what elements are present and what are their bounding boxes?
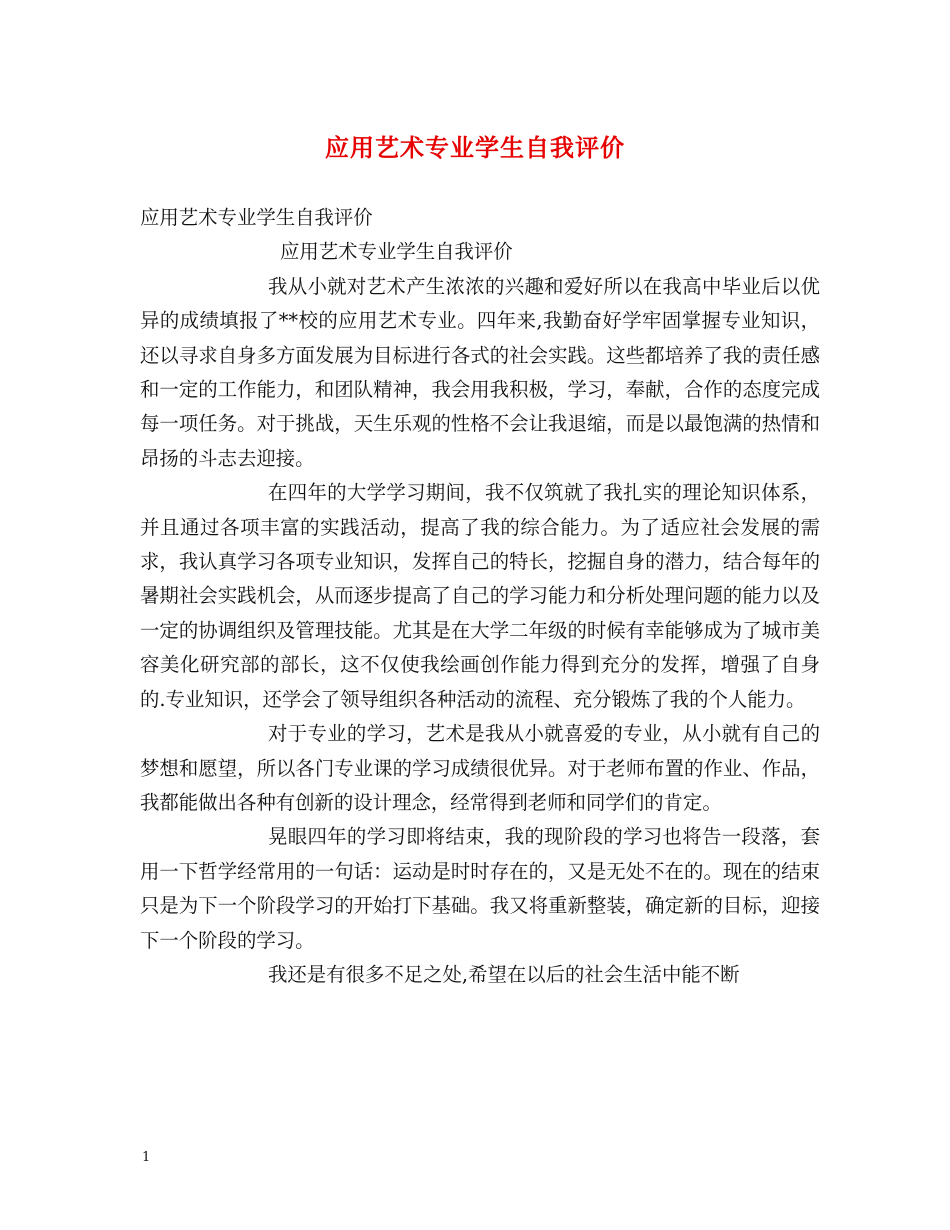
heading-line: 应用艺术专业学生自我评价	[140, 206, 373, 229]
paragraph-3: 对于专业的学习，艺术是我从小就喜爱的专业，从小就有自己的梦想和愿望，所以各门专业课的学习成绩很优异。对于老师布置的作业、作品，我都能做出各种有创新的设计理念，经常得到老师和同学们的肯定。	[140, 722, 820, 814]
page-number: 1	[142, 1150, 151, 1165]
paragraph-1: 我从小就对艺术产生浓浓的兴趣和爱好所以在我高中毕业后以优异的成绩填报了**校的应用艺术专业。四年来,我勤奋好学牢固掌握专业知识，还以寻求自身多方面发展为目标进行各式的社会实践。这些都培养了我的责任感和一定的工作能力，和团队精神，我会用我积极，学习，奉献，合作的态度完成每一项任务。对于挑战，天生乐观的性格不会让我退缩，而是以最饱满的热情和昂扬的斗志去迎接。	[140, 274, 820, 470]
paragraph-5: 我还是有很多不足之处,希望在以后的社会生活中能不断	[268, 962, 740, 986]
subheading-line: 应用艺术专业学生自我评价	[280, 240, 513, 264]
paragraph-2: 在四年的大学学习期间，我不仅筑就了我扎实的理论知识体系，并且通过各项丰富的实践活动，提高了我的综合能力。为了适应社会发展的需求，我认真学习各项专业知识，发挥自己的特长，挖掘自身的潜力，结合每年的暑期社会实践机会，从而逐步提高了自己的学习能力和分析处理问题的能力以及一定的协调组织及管理技能。尤其是在大学二年级的时候有幸能够成为了城市美容美化研究部的部长，这不仅使我绘画创作能力得到充分的发挥，增强了自身的.专业知识，还学会了领导组织各种活动的流程、充分锻炼了我的个人能力。	[140, 481, 820, 711]
document-title: 应用艺术专业学生自我评价	[325, 133, 625, 162]
paragraph-4: 晃眼四年的学习即将结束，我的现阶段的学习也将告一段落，套用一下哲学经常用的一句话：运动是时时存在的，又是无处不在的。现在的结束只是为下一个阶段学习的开始打下基础。我又将重新整装，确定新的目标，迎接下一个阶段的学习。	[140, 825, 820, 952]
document-body	[140, 201, 820, 992]
